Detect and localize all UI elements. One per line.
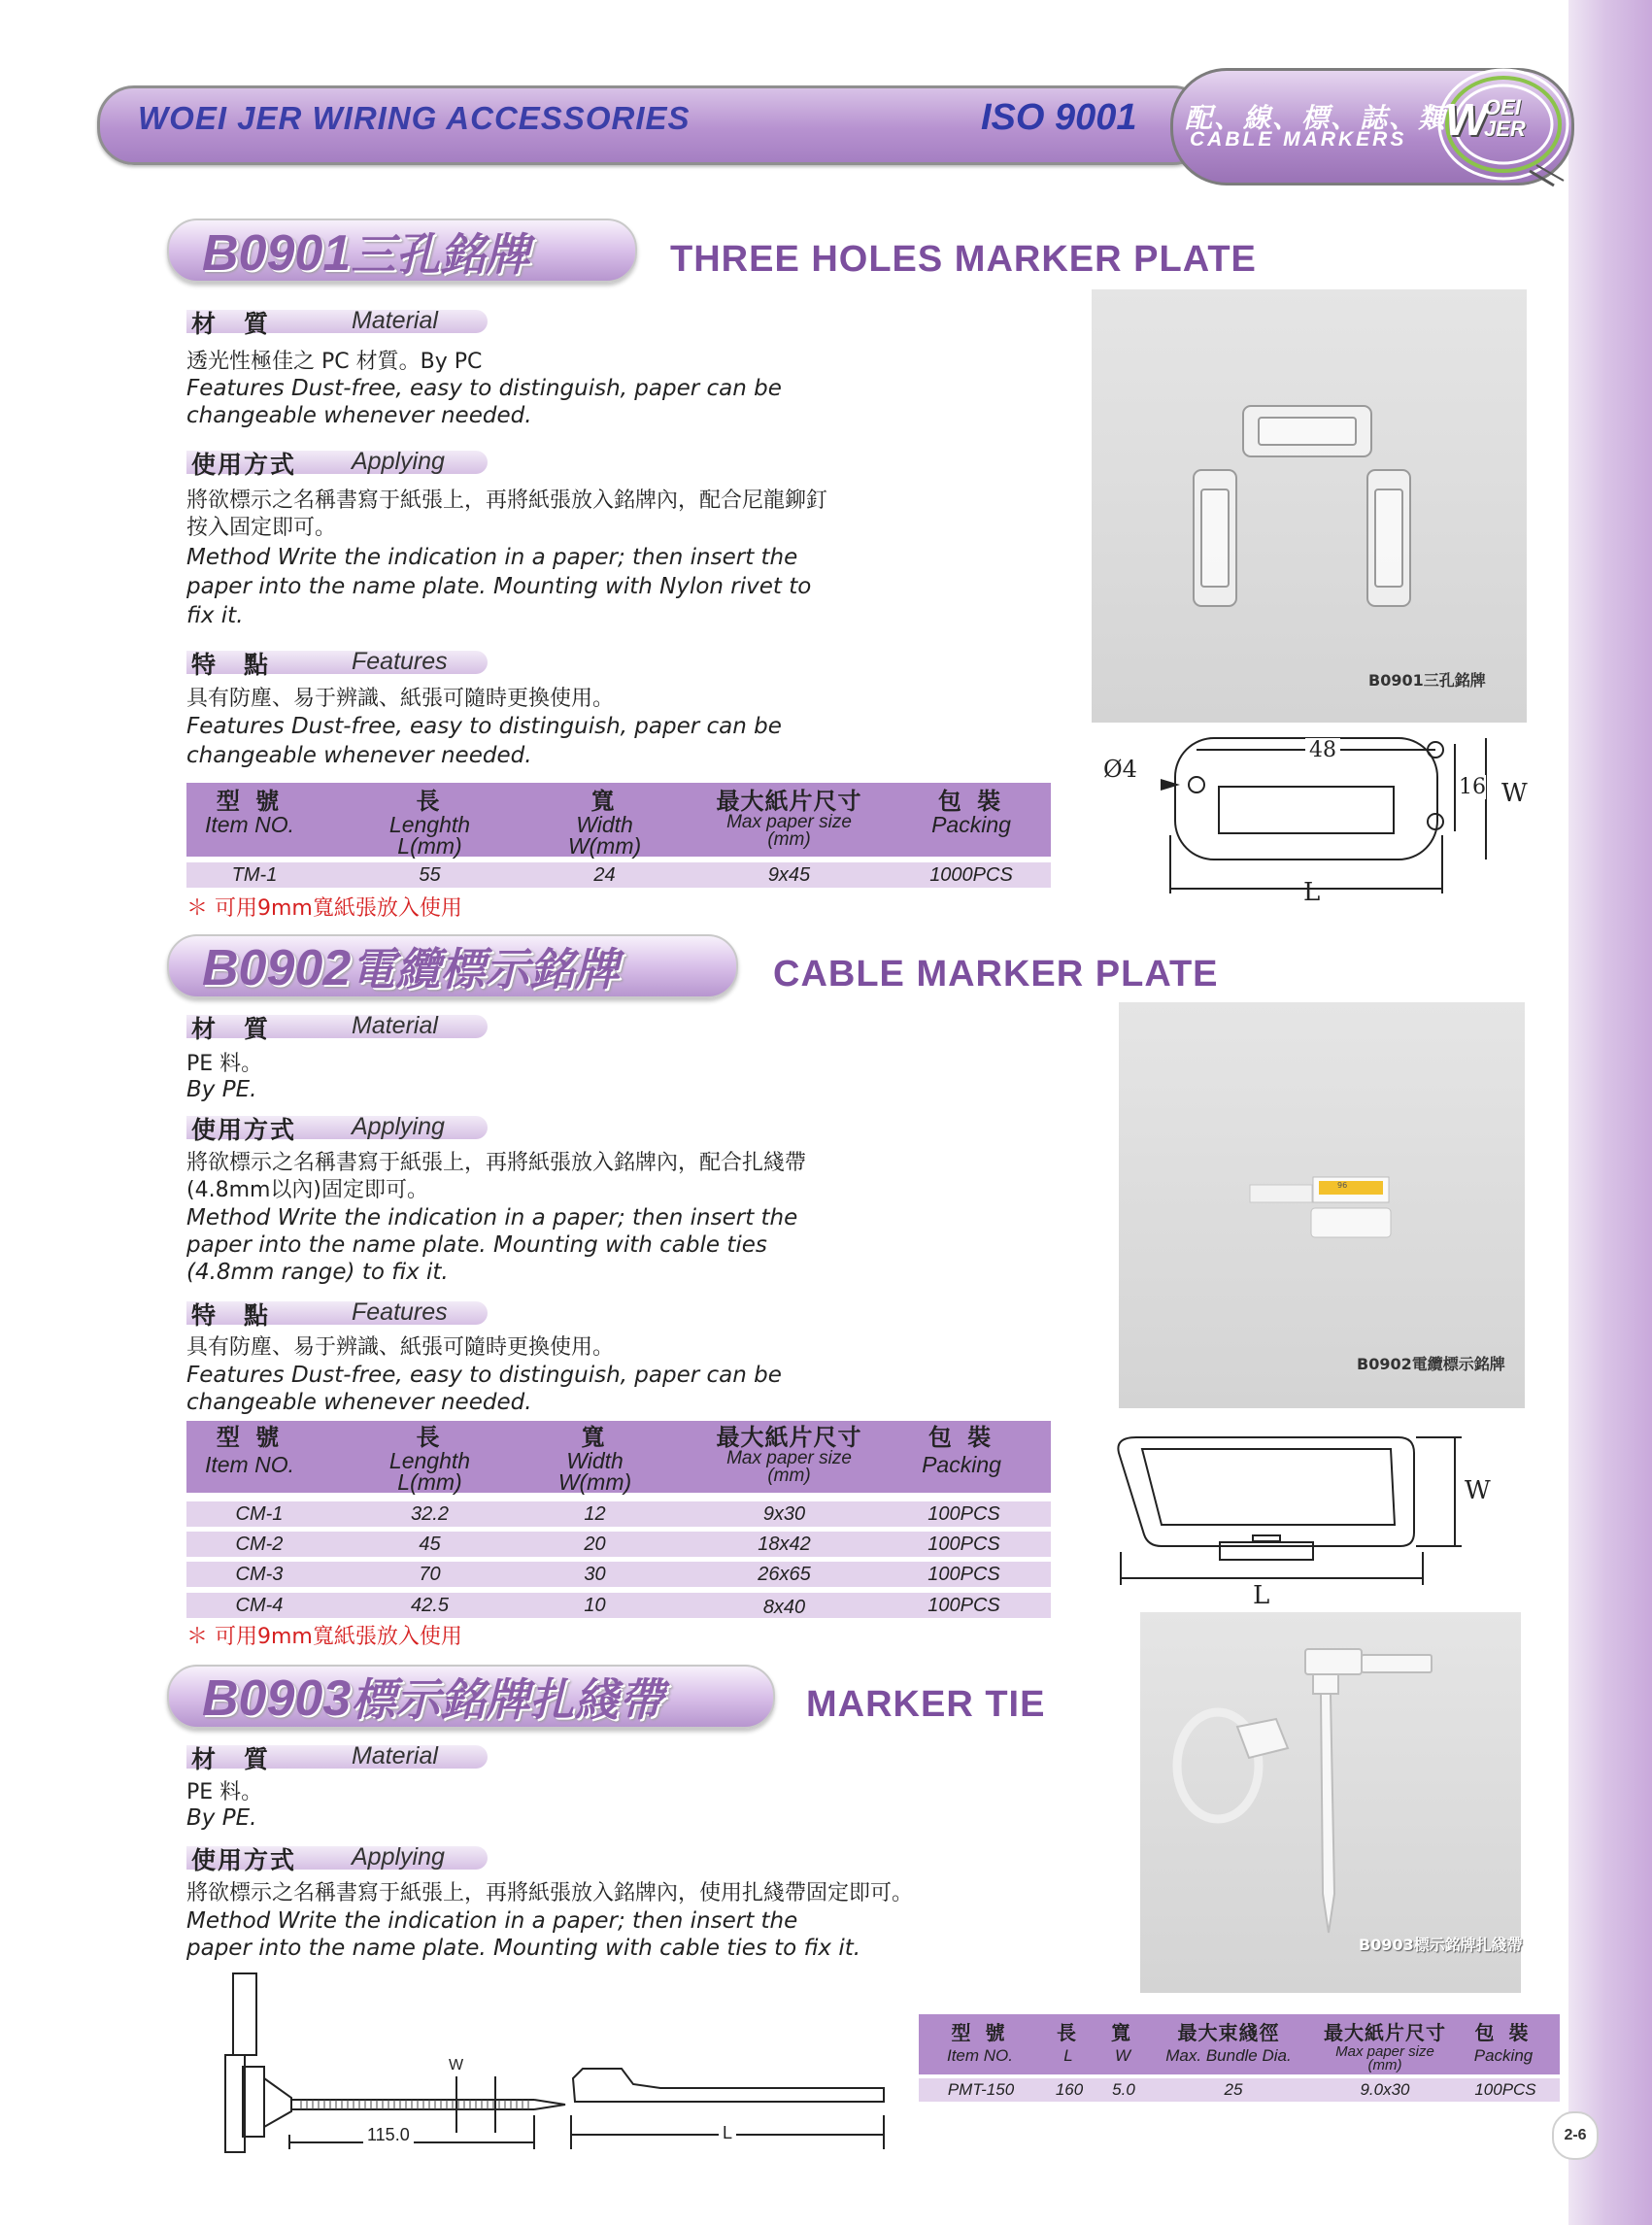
b0903-th-packing: 包 裝 Packing: [1473, 2021, 1534, 2065]
b0903-cell-packing: 100PCS: [1474, 2080, 1536, 2099]
b0902-title-en: CABLE MARKER PLATE: [773, 954, 1219, 995]
cable-marker-image-icon: [1119, 1002, 1525, 1408]
b0901-applying-label: 使用方式 Applying: [186, 448, 546, 473]
b0901-photo-caption: B0901三孔銘牌: [1368, 671, 1486, 690]
b0902-r4-paper: 8x40: [762, 1597, 806, 1618]
b0902-photo-caption: B0902電纜標示銘牌: [1357, 1355, 1505, 1373]
b0901-dim-16: 16: [1459, 775, 1486, 799]
b0902-r2-item: CM-2: [235, 1534, 284, 1555]
b0902-r3-width: 30: [584, 1564, 606, 1585]
b0902-applying-en3: (4.8mm range) to fix it.: [186, 1260, 449, 1285]
b0903-product-photo: [1140, 1612, 1521, 1993]
b0902-th-width: 寬 Width W(mm): [557, 1424, 632, 1495]
b0902-note: ＊ 可用9mm寬紙張放入使用: [186, 1625, 462, 1649]
b0902-r4-packing: 100PCS: [927, 1595, 1000, 1616]
b0901-applying-en2: paper into the name plate. Mounting with Nylon rivet to: [186, 574, 812, 599]
b0902-r2-length: 45: [419, 1534, 441, 1555]
b0903-dim-w: W: [449, 2057, 464, 2073]
b0901-cell-item: TM-1: [231, 864, 278, 886]
b0901-features-en2: changeable whenever needed.: [186, 743, 532, 768]
b0902-applying-zh2: (4.8mm以內)固定即可。: [186, 1178, 429, 1202]
b0901-dim-w: W: [1501, 779, 1528, 808]
b0902-r1-item: CM-1: [235, 1503, 284, 1525]
b0901-applying-zh1: 將欲標示之名稱書寫于紙張上，再將紙張放入銘牌內，配合尼龍鉚釘: [186, 489, 828, 513]
b0902-r1-packing: 100PCS: [927, 1503, 1000, 1525]
b0903-th-width: 寬 W: [1111, 2021, 1134, 2065]
b0902-product-photo: [1119, 1002, 1525, 1408]
b0901-material-label: 材 質 Material: [186, 307, 546, 332]
b0901-cell-packing: 1000PCS: [929, 864, 1013, 886]
b0903-cell-length: 160: [1055, 2080, 1084, 2099]
b0902-material-en: By PE.: [186, 1077, 257, 1102]
iso-label: ISO 9001: [981, 97, 1137, 138]
b0902-r3-packing: 100PCS: [927, 1564, 1000, 1585]
b0902-r4-width: 10: [584, 1595, 606, 1616]
b0903-material-label: 材 質 Material: [186, 1742, 546, 1768]
b0901-applying-en1: Method Write the indication in a paper; then insert the: [186, 545, 798, 570]
marker-plate-image-icon: [1092, 289, 1527, 723]
logo-w: W: [1445, 94, 1488, 145]
b0903-th-item: 型 號 Item NO.: [946, 2021, 1013, 2065]
b0903-dimension-drawing: [214, 1970, 893, 2154]
b0902-applying-en1: Method Write the indication in a paper; then insert the: [186, 1205, 798, 1230]
b0902-features-zh: 具有防塵、易于辨識、紙張可隨時更換使用。: [186, 1335, 615, 1360]
b0901-material-zh: 透光性極佳之 PC 材質。By PC: [186, 350, 483, 374]
b0901-dim-dia: Ø4: [1103, 756, 1137, 783]
b0902-material-label: 材 質 Material: [186, 1012, 546, 1037]
b0902-applying-zh1: 將欲標示之名稱書寫于紙張上，再將紙張放入銘牌內，配合扎綫帶: [186, 1151, 807, 1175]
badge-title-en: CABLE MARKERS: [1190, 128, 1407, 151]
b0903-th-bundle: 最大束綫徑 Max. Bundle Dia.: [1165, 2021, 1292, 2065]
b0903-dim-l: L: [719, 2123, 736, 2143]
b0903-cell-paper: 9.0x30: [1360, 2080, 1410, 2099]
b0903-title-en: MARKER TIE: [806, 1684, 1046, 1725]
right-decor-band: [1568, 0, 1652, 2225]
b0903-cell-bundle: 25: [1224, 2080, 1243, 2099]
b0902-r1-paper: 9x30: [762, 1503, 806, 1525]
b0902-th-length: 長 Lenghth L(mm): [388, 1424, 471, 1495]
b0903-th-length: 長 L: [1057, 2021, 1080, 2065]
b0901-product-photo: [1092, 289, 1527, 723]
logo-oei: OEI: [1484, 95, 1521, 119]
b0902-dim-l: L: [1253, 1581, 1270, 1610]
b0901-note: ＊ 可用9mm寬紙張放入使用: [186, 896, 462, 921]
b0902-r3-length: 70: [419, 1564, 441, 1585]
b0902-applying-en2: paper into the name plate. Mounting with cable ties: [186, 1232, 767, 1258]
b0901-applying-en3: fix it.: [186, 603, 244, 628]
b0902-th-packing: 包 裝 Packing: [922, 1424, 1001, 1477]
b0901-features-en1: Features Dust-free, easy to distinguish, paper can be: [186, 714, 782, 739]
b0902-dim-w: W: [1465, 1476, 1491, 1505]
b0902-photo-tag: 96: [1337, 1181, 1348, 1190]
page-number: 2-6: [1552, 2111, 1599, 2160]
b0901-dim-l: L: [1303, 878, 1321, 907]
b0901-cell-length: 55: [419, 864, 441, 886]
b0902-r3-item: CM-3: [235, 1564, 284, 1585]
b0903-applying-zh1: 將欲標示之名稱書寫于紙張上，再將紙張放入銘牌內，使用扎綫帶固定即可。: [186, 1881, 914, 1905]
badge-title-zh: 配、線、標、誌、類: [1185, 102, 1448, 134]
b0903-th-paper: 最大紙片尺寸 Max paper size (mm): [1324, 2021, 1446, 2073]
company-logo: [1445, 93, 1526, 146]
b0902-dimension-drawing: [1107, 1428, 1534, 1598]
brand-title: WOEI JER WIRING ACCESSORIES: [138, 100, 691, 136]
b0903-title: B0903標示銘牌扎綫帶: [202, 1670, 664, 1727]
b0902-features-en2: changeable whenever needed.: [186, 1390, 532, 1415]
b0902-material-zh: PE 料。: [186, 1052, 263, 1076]
b0903-applying-en2: paper into the name plate. Mounting with cable ties to fix it.: [186, 1936, 861, 1961]
b0903-cell-width: 5.0: [1112, 2080, 1135, 2099]
b0902-r2-paper: 18x42: [758, 1534, 811, 1555]
b0901-material-en1: Features Dust-free, easy to distinguish, paper can be: [186, 376, 782, 401]
b0901-cell-width: 24: [593, 864, 616, 886]
b0901-th-item: 型 號 Item NO.: [204, 788, 294, 837]
b0903-dim-115: 115.0: [363, 2125, 414, 2145]
b0901-applying-zh2: 按入固定即可。: [186, 516, 337, 540]
b0903-applying-en1: Method Write the indication in a paper; then insert the: [186, 1908, 798, 1934]
b0902-title: B0902電纜標示銘牌: [202, 940, 620, 996]
b0901-cell-paper: 9x45: [767, 864, 811, 886]
b0902-r3-paper: 26x65: [758, 1564, 811, 1585]
b0902-r2-packing: 100PCS: [927, 1534, 1000, 1555]
b0902-features-en1: Features Dust-free, easy to distinguish, paper can be: [186, 1363, 782, 1388]
b0902-r4-item: CM-4: [235, 1595, 284, 1616]
b0901-th-packing: 包 裝 Packing: [931, 788, 1011, 837]
b0901-features-label: 特 點 Features: [186, 648, 546, 673]
b0902-features-label: 特 點 Features: [186, 1298, 546, 1324]
b0901-th-paper: 最大紙片尺寸 Max paper size (mm): [716, 788, 862, 850]
b0903-material-en: By PE.: [186, 1805, 257, 1831]
b0901-th-length: 長 Lenghth L(mm): [388, 788, 471, 859]
b0901-th-width: 寬 Width W(mm): [567, 788, 642, 859]
b0902-r2-width: 20: [584, 1534, 606, 1555]
b0903-material-zh: PE 料。: [186, 1780, 263, 1804]
b0901-dim-48: 48: [1305, 738, 1340, 762]
b0901-title: B0901三孔銘牌: [202, 225, 530, 282]
b0902-r1-length: 32.2: [411, 1503, 449, 1525]
b0902-applying-label: 使用方式 Applying: [186, 1113, 546, 1138]
b0903-photo-caption: B0903標示銘牌扎綫帶: [1359, 1936, 1523, 1954]
b0902-th-item: 型 號 Item NO.: [204, 1424, 294, 1477]
b0901-title-en: THREE HOLES MARKER PLATE: [670, 239, 1257, 280]
b0903-cell-item: PMT-150: [947, 2080, 1015, 2099]
b0901-material-en2: changeable whenever needed.: [186, 403, 532, 428]
b0902-r4-length: 42.5: [411, 1595, 449, 1616]
b0903-applying-label: 使用方式 Applying: [186, 1843, 546, 1869]
b0901-features-zh: 具有防塵、易于辨識、紙張可隨時更換使用。: [186, 687, 615, 711]
logo-jer: JER: [1484, 117, 1526, 141]
b0902-r1-width: 12: [584, 1503, 606, 1525]
b0902-th-paper: 最大紙片尺寸 Max paper size (mm): [716, 1424, 862, 1486]
